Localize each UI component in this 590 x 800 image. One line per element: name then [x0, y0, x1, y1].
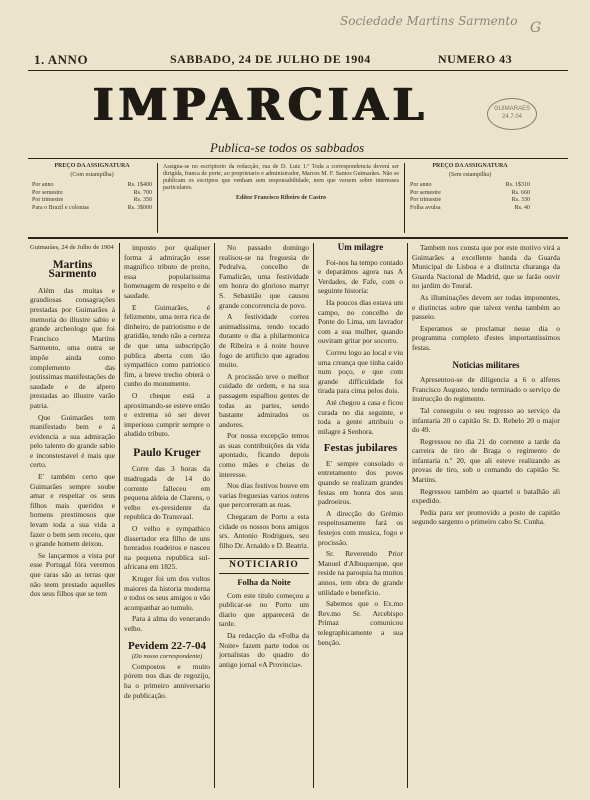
price-row: Por semestre Rs. 700 — [32, 189, 152, 196]
article-column-2: imposto por qualquer forma á admiração esse magnifico tributo de preito, essa popularissima homenagem de respeito e de saudade. E Guimarães, é felizmente, uma terra rica de dinheiro, de patriotismo e de gratidão, tendo não a certeza de que uma subscripção publica aberta com tão sympathico como patriotico fim, a breve trecho obterá o cunho do monumento. O cheque está a aproximando-se esteve então e extrema só ser dever imperioso cumprir sempre o aludido tributo. Paulo Kruger Corre das 3 horas da madrugada de 14 do corrente falleceu em pequena aldeia de Clarens, o velho ex-presidente da republica do Transvaal. O velho e sympathico dissertador era filho de uns honrados roadeiros e nasceu na pequena republica sul-africana em 1825. Kruger foi um dos vultos maiores da historia moderna e todos os seus amigos o vão acompanhar ao tumulo. Para á alma do venerando velho. Pevidem 22-7-04 (Do nosso correspondente) Compostos e muito pórem nos dias de regozijo, ha o primeiro anniversario de publicação. — [124, 243, 210, 700]
article-heading: Noticias militares — [452, 359, 520, 370]
article-column-5: Tambem nos consta que por este motivo virá a Guimarães a excellente banda da Guarda Municipal de Lisboa e a distincta charanga da Guarda Nacional de Madrid, que se farão ouvir no jardim do Toural. As illuminações devem ser todas imponentes, e distinctas sobre que talvez venha também ao passeio. Esperamos se proclamar nesse dia o programma completo d'estes importantissimos festas. Noticias militares Apresentou-se de diligencia a 6 o alferes Francisco Augusto, tendo terminado o serviço de instrucção do regimento. Tal conseguiu o seu regresso ao serviço da infantaria 20 o capitão Sr. D. Rebelo 20 o major do 49. Regressou no dia 21 do corrente a tarde da carreira de tiro de Braga o regimento de infantaria n.º 20, que ali esteve realizando as provas de tiro, sob o comando do capitão Sr. Martins. Regressou também ao quartel o batalhão ali expedido. Pedia para ser promovido a posto de capitão segundo sargento o primeiro cabo Sr. Cunha. — [412, 243, 560, 527]
price-row: Folha avulsa Rs. 40 — [410, 204, 530, 211]
article-heading: Martins Sarmento — [48, 258, 97, 281]
price-row: Por semestre Rs. 660 — [410, 189, 530, 196]
price-box-left: PREÇO DA ASSIGNATURA (Com estampilha) Por anno Rs. 1$400 Por semestre Rs. 700 Por trimestre Rs. 350 Para o Brazil e colonias Rs. 3$000 — [32, 163, 152, 211]
publisher-notice: Assigna-se no escriptorio da redacção, rua de D. Luiz 1.º Toda a correspondencia deverá ser dirigida, franca de porte, ao proprietario e administrador, Marcos M. F. Santos Guimarães. Não se publicam os escriptos que venham sem responsabilidade, nem que versem sobre interesses particulares. Editor Francisco Ribeiro de Castro — [163, 164, 399, 201]
article-column-4: Um milagre Foi-nos ha tempo contado e deparámos agora nas A Verdades, de Fafe, com o seguinte historia: Ha poucos dias estava um campo, no concelho de Ponte do Lima, um lavrador com a sua mulher, quando ouviram gritar por socorro. Correu logo ao local e viu uma creança que tinha caido num poço, e que com grande difficuldade foi tirada para cima pelos dois. Até chegou a casa e ficou curada no dia seguinte, e toda a gente attribuiu o milagre á Senhora. Festas jubilares E' sempre consolado o entretamento dos povos quando se realizam grandes festas em honra dos seus padroeiros. A direcção do Grémio respeitosamente fará os festejos com musica, fogo e procissão. Sr. Reverendo Prior Manuel d'Albuquerque, que reside na paroquia ha muitos annos, tem obra de grande utilidade e benefício. Sabemos que o Ex.mo Rev.mo Sr. Arcebispo Primaz comunicou telegraphicamente a sua benção. — [318, 243, 403, 647]
price-row: Por trimestre Rs. 330 — [410, 197, 530, 203]
article-heading: Pevidem 22-7-04 — [128, 639, 206, 652]
handwritten-annotation: Sociedade Martins Sarmento — [340, 14, 518, 28]
issue-number: NUMERO 43 — [438, 52, 513, 66]
masthead-subtitle: Publica-se todos os sabbados — [210, 140, 365, 155]
article-heading: Folha da Noite — [237, 577, 291, 587]
article-heading: Festas jubilares — [323, 442, 398, 455]
price-row: Por anno Rs. 1$310 — [410, 182, 530, 188]
masthead-rule — [28, 158, 568, 159]
article-heading: Paulo Kruger — [133, 446, 201, 459]
section-heading: NOTICIARIO — [229, 560, 299, 571]
header-rule-top — [28, 70, 568, 71]
price-row: Por anno Rs. 1$400 — [32, 182, 152, 188]
body-top-rule — [28, 237, 568, 239]
article-heading: Um milagre — [337, 243, 384, 252]
price-row: Para o Brazil e colonias Rs. 3$000 — [32, 204, 152, 211]
price-row: Por trimestre Rs. 350 — [32, 197, 152, 203]
postal-stamp: GUIMARAES 24.7.04 — [487, 98, 537, 130]
issue-year: 1. ANNO — [34, 52, 89, 67]
masthead-title: IMPARCIAL — [92, 80, 428, 131]
article-column-3: No passado domingo realisou-se na freguesia de Pedralva, concelho de Famalicão, uma festividade em honra do glorioso martyr S. Sebastião que causou grande concorrencia de povo. A festividade correu animadissima, tendo tocado durante o dia a philarmonica de Ribeira e á noite houve fogo de artificio que agradou muito. A procissão teve o melhor cuidado de ordem, e na sua passagem espalhou gentes de todas as partes, sendo bastante admirados os andores. Por nossa excepção temos as suas contribuições da vida apontado, ficando depois como mães e cheias de interesse. Nos dias festivos houve em varias freguesias varios outros que percorreram as ruas. Chegaram de Porto a esta cidade os nossos bons amigos srs. Antonio Rodrigues, seu filho Dr. Arnaldo e D. Beatriz. NOTICIARIO Folha da Noite Com este titulo começou a publicar-se no Porto um diario que apparecerá de tarde. Da redacção da «Folha da Noite» fazem parte todos os jornalistas do quadro do antigo jornal «A Provincia». — [219, 243, 309, 669]
issue-date: SABBADO, 24 DE JULHO DE 1904 — [170, 52, 371, 66]
price-box-right: PREÇO DA ASSIGNATURA (Sem estampilha) Por anno Rs. 1$310 Por semestre Rs. 660 Por trimestre Rs. 330 Folha avulsa Rs. 40 — [410, 163, 530, 211]
article-column-1: Guimarães, 24 de Julho de 1904 Martins Sarmento Além das muitas e grandiosas consagrações prestadas por Guimarães á memoria do illustre sabio e grande archeologo que foi Francisco Martins Sarmento, uma outra se impõe ainda como complemento das jostissimas manifestações de saudade e de alpero prestadas ao illustre varão patria. Que Guimarães tem manifestado bem e á evidencia a sua admiração pelo talento do grande sabio e inconstestavel é mais que certo. E' também certo que Guimarães sempre soube amar e respeitar os seus filhos mais queridos e homens prestimosos que levam toda a sua vida a fazer o bem sem receio, que o grande homem deixou. Se lançarmos a vista por esse Portugal fóra veremos que raras são as terras que não teem prestado aquelles dos seus filhos que se tem — [30, 244, 115, 599]
handwritten-mark: G — [530, 20, 542, 36]
